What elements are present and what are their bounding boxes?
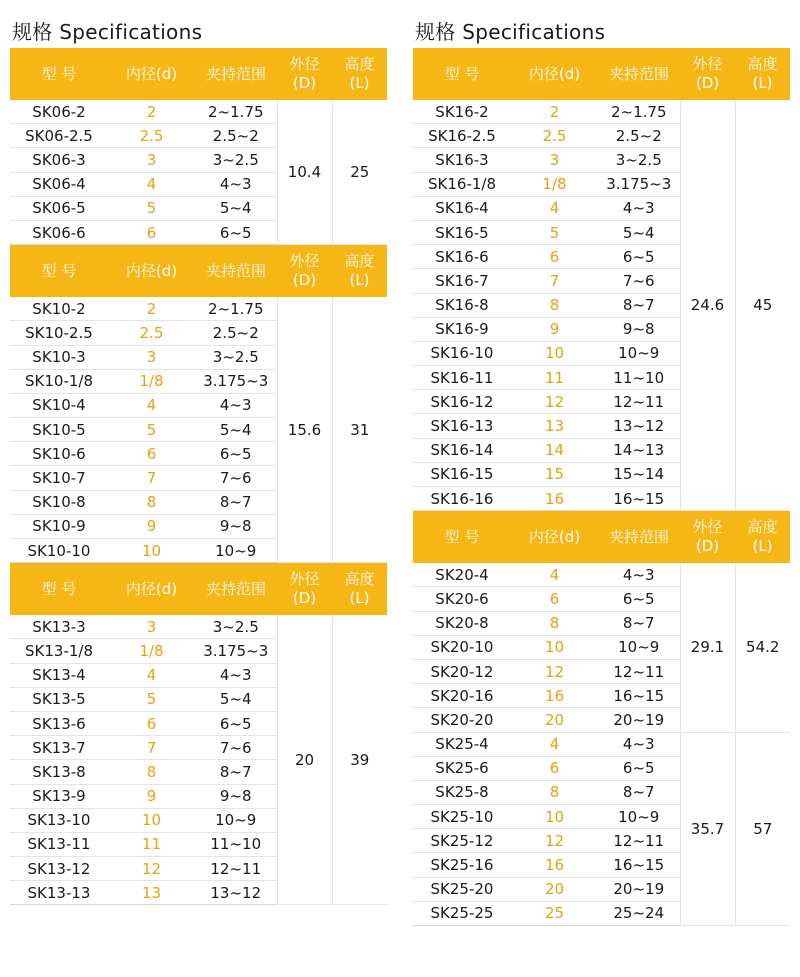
clamp-range-cell: 6~5 [195, 220, 277, 244]
model-cell: SK20-20 [413, 708, 511, 732]
clamp-range-cell: 13~12 [195, 881, 277, 905]
inner-diameter-cell: 12 [511, 659, 598, 683]
clamp-range-cell: 10~9 [598, 635, 680, 659]
model-cell: SK16-10 [413, 341, 511, 365]
header-row [10, 563, 387, 615]
clamp-range-cell: 20~19 [598, 708, 680, 732]
header-outer-label: 外径 [289, 570, 320, 589]
clamp-range-cell: 12~11 [195, 857, 277, 881]
model-cell: SK13-9 [10, 784, 108, 808]
clamp-range-cell: 10~9 [195, 539, 277, 563]
inner-diameter-cell: 9 [108, 514, 195, 538]
clamp-range-cell: 2~1.75 [195, 297, 277, 321]
inner-diameter-cell: 7 [511, 269, 598, 293]
model-cell: SK20-12 [413, 659, 511, 683]
inner-diameter-cell: 11 [108, 832, 195, 856]
inner-diameter-cell: 8 [511, 611, 598, 635]
header-outer-unit: (D) [292, 589, 317, 608]
inner-diameter-cell: 16 [511, 684, 598, 708]
inner-diameter-cell: 14 [511, 438, 598, 462]
header-model: 型 号 [413, 511, 511, 563]
clamp-range-cell: 16~15 [598, 853, 680, 877]
clamp-range-cell: 8~7 [598, 293, 680, 317]
header-outer-diameter [680, 48, 735, 100]
clamp-range-cell: 6~5 [195, 442, 277, 466]
model-cell: SK10-1/8 [10, 369, 108, 393]
clamp-range-cell: 2.5~2 [598, 124, 680, 148]
model-cell: SK20-4 [413, 563, 511, 587]
model-cell: SK20-8 [413, 611, 511, 635]
model-cell: SK06-5 [10, 196, 108, 220]
header-outer-unit: (D) [695, 74, 720, 92]
model-cell: SK10-3 [10, 345, 108, 369]
model-cell: SK16-13 [413, 414, 511, 438]
model-cell: SK06-2.5 [10, 124, 108, 148]
model-cell: SK13-3 [10, 615, 108, 639]
model-cell: SK16-15 [413, 462, 511, 486]
clamp-range-cell: 16~15 [598, 487, 680, 511]
clamp-range-cell: 3.175~3 [195, 639, 277, 663]
spec-table-sk06 [10, 48, 387, 245]
clamp-range-cell: 4~3 [598, 563, 680, 587]
model-cell: SK06-2 [10, 100, 108, 124]
clamp-range-cell: 3~2.5 [598, 148, 680, 172]
clamp-range-cell: 11~10 [598, 366, 680, 390]
clamp-range-cell: 5~4 [195, 687, 277, 711]
model-cell: SK13-7 [10, 736, 108, 760]
header-height-unit: (L) [349, 271, 370, 290]
spec-table-sk16 [413, 48, 790, 511]
inner-diameter-cell: 3 [108, 148, 195, 172]
header-outer-unit: (D) [695, 537, 720, 556]
header-height-label: 高度 [747, 55, 778, 73]
header-height-label: 高度 [344, 55, 375, 73]
inner-diameter-cell: 2 [108, 297, 195, 321]
inner-diameter-cell: 3 [511, 148, 598, 172]
inner-diameter-cell: 10 [511, 805, 598, 829]
clamp-range-cell: 5~4 [195, 196, 277, 220]
inner-diameter-cell: 9 [511, 317, 598, 341]
inner-diameter-cell: 5 [108, 687, 195, 711]
header-inner-diameter: 内径(d) [511, 511, 598, 563]
model-cell: SK13-1/8 [10, 639, 108, 663]
inner-diameter-cell: 13 [108, 881, 195, 905]
clamp-range-cell: 4~3 [598, 196, 680, 220]
header-outer-diameter [277, 563, 332, 615]
table-row [413, 100, 790, 124]
inner-diameter-cell: 2 [108, 100, 195, 124]
height-cell: 45 [735, 100, 790, 511]
clamp-range-cell: 8~7 [195, 760, 277, 784]
inner-diameter-cell: 3 [108, 345, 195, 369]
inner-diameter-cell: 6 [108, 711, 195, 735]
header-height-unit: (L) [752, 74, 773, 92]
inner-diameter-cell: 6 [511, 587, 598, 611]
inner-diameter-cell: 9 [108, 784, 195, 808]
model-cell: SK25-6 [413, 756, 511, 780]
inner-diameter-cell: 1/8 [108, 639, 195, 663]
model-cell: SK16-8 [413, 293, 511, 317]
inner-diameter-cell: 10 [511, 341, 598, 365]
model-cell: SK10-7 [10, 466, 108, 490]
header-row [10, 245, 387, 297]
inner-diameter-cell: 1/8 [511, 172, 598, 196]
header-height [735, 511, 790, 563]
header-outer-unit: (D) [292, 271, 317, 290]
header-row [10, 48, 387, 100]
spec-table-sk13 [10, 563, 387, 905]
height-cell: 25 [332, 100, 387, 245]
outer-diameter-cell: 29.1 [680, 563, 735, 732]
table-row [413, 563, 790, 587]
header-clamp-range: 夹持范围 [195, 245, 277, 297]
model-cell: SK16-9 [413, 317, 511, 341]
inner-diameter-cell: 12 [511, 829, 598, 853]
table-row [413, 732, 790, 756]
inner-diameter-cell: 16 [511, 853, 598, 877]
clamp-range-cell: 14~13 [598, 438, 680, 462]
inner-diameter-cell: 20 [511, 877, 598, 901]
clamp-range-cell: 3~2.5 [195, 615, 277, 639]
model-cell: SK20-6 [413, 587, 511, 611]
inner-diameter-cell: 10 [108, 808, 195, 832]
model-cell: SK13-11 [10, 832, 108, 856]
clamp-range-cell: 10~9 [598, 805, 680, 829]
inner-diameter-cell: 13 [511, 414, 598, 438]
header-inner-diameter: 内径(d) [108, 245, 195, 297]
inner-diameter-cell: 10 [511, 635, 598, 659]
model-cell: SK06-3 [10, 148, 108, 172]
model-cell: SK25-20 [413, 877, 511, 901]
model-cell: SK10-10 [10, 539, 108, 563]
inner-diameter-cell: 3 [108, 615, 195, 639]
header-height [332, 563, 387, 615]
table-row [10, 297, 387, 321]
inner-diameter-cell: 16 [511, 487, 598, 511]
model-cell: SK13-10 [10, 808, 108, 832]
clamp-range-cell: 5~4 [598, 220, 680, 244]
model-cell: SK13-12 [10, 857, 108, 881]
inner-diameter-cell: 8 [108, 490, 195, 514]
model-cell: SK10-9 [10, 514, 108, 538]
clamp-range-cell: 9~8 [195, 514, 277, 538]
clamp-range-cell: 6~5 [195, 711, 277, 735]
inner-diameter-cell: 4 [511, 732, 598, 756]
inner-diameter-cell: 4 [108, 663, 195, 687]
clamp-range-cell: 4~3 [598, 732, 680, 756]
header-model: 型 号 [10, 563, 108, 615]
inner-diameter-cell: 2.5 [108, 321, 195, 345]
clamp-range-cell: 4~3 [195, 393, 277, 417]
model-cell: SK13-4 [10, 663, 108, 687]
inner-diameter-cell: 4 [511, 563, 598, 587]
clamp-range-cell: 10~9 [598, 341, 680, 365]
inner-diameter-cell: 8 [108, 760, 195, 784]
model-cell: SK13-5 [10, 687, 108, 711]
inner-diameter-cell: 7 [108, 466, 195, 490]
header-model: 型 号 [10, 245, 108, 297]
inner-diameter-cell: 5 [108, 418, 195, 442]
model-cell: SK10-2.5 [10, 321, 108, 345]
spec-table-sk20-sk25 [413, 511, 790, 926]
inner-diameter-cell: 11 [511, 366, 598, 390]
header-height-label: 高度 [344, 570, 375, 589]
inner-diameter-cell: 4 [108, 172, 195, 196]
inner-diameter-cell: 12 [511, 390, 598, 414]
inner-diameter-cell: 7 [108, 736, 195, 760]
clamp-range-cell: 13~12 [598, 414, 680, 438]
inner-diameter-cell: 6 [108, 442, 195, 466]
model-cell: SK20-16 [413, 684, 511, 708]
inner-diameter-cell: 2.5 [108, 124, 195, 148]
table-row [10, 100, 387, 124]
inner-diameter-cell: 25 [511, 901, 598, 925]
model-cell: SK25-10 [413, 805, 511, 829]
inner-diameter-cell: 8 [511, 293, 598, 317]
header-height-label: 高度 [747, 518, 778, 537]
inner-diameter-cell: 5 [108, 196, 195, 220]
header-outer-label: 外径 [692, 518, 723, 537]
inner-diameter-cell: 4 [108, 393, 195, 417]
model-cell: SK10-5 [10, 418, 108, 442]
spec-title-left: 规格 Specifications [12, 20, 203, 44]
outer-diameter-cell: 10.4 [277, 100, 332, 245]
inner-diameter-cell: 5 [511, 220, 598, 244]
model-cell: SK13-8 [10, 760, 108, 784]
model-cell: SK13-6 [10, 711, 108, 735]
clamp-range-cell: 4~3 [195, 172, 277, 196]
header-inner-diameter: 内径(d) [108, 563, 195, 615]
inner-diameter-cell: 8 [511, 780, 598, 804]
outer-diameter-cell: 24.6 [680, 100, 735, 511]
clamp-range-cell: 2.5~2 [195, 321, 277, 345]
header-model: 型 号 [413, 48, 511, 100]
clamp-range-cell: 25~24 [598, 901, 680, 925]
clamp-range-cell: 12~11 [598, 829, 680, 853]
clamp-range-cell: 2~1.75 [195, 100, 277, 124]
clamp-range-cell: 9~8 [195, 784, 277, 808]
model-cell: SK25-25 [413, 901, 511, 925]
inner-diameter-cell: 12 [108, 857, 195, 881]
model-cell: SK06-4 [10, 172, 108, 196]
clamp-range-cell: 12~11 [598, 659, 680, 683]
header-height-label: 高度 [344, 252, 375, 271]
model-cell: SK16-14 [413, 438, 511, 462]
model-cell: SK16-4 [413, 196, 511, 220]
inner-diameter-cell: 10 [108, 539, 195, 563]
clamp-range-cell: 6~5 [598, 587, 680, 611]
header-outer-label: 外径 [289, 252, 320, 271]
clamp-range-cell: 2.5~2 [195, 124, 277, 148]
model-cell: SK16-2.5 [413, 124, 511, 148]
header-clamp-range: 夹持范围 [195, 48, 277, 100]
model-cell: SK16-6 [413, 245, 511, 269]
header-height [332, 245, 387, 297]
header-height-unit: (L) [349, 74, 370, 92]
spec-title-right: 规格 Specifications [415, 20, 606, 44]
outer-diameter-cell: 20 [277, 615, 332, 905]
height-cell: 54.2 [735, 563, 790, 732]
clamp-range-cell: 3~2.5 [195, 345, 277, 369]
model-cell: SK06-6 [10, 220, 108, 244]
header-outer-diameter [680, 511, 735, 563]
header-model: 型 号 [10, 48, 108, 100]
clamp-range-cell: 15~14 [598, 462, 680, 486]
header-row [413, 511, 790, 563]
model-cell: SK10-4 [10, 393, 108, 417]
model-cell: SK10-2 [10, 297, 108, 321]
header-height [332, 48, 387, 100]
header-outer-unit: (D) [292, 74, 317, 92]
height-cell: 31 [332, 297, 387, 563]
header-inner-diameter: 内径(d) [511, 48, 598, 100]
header-clamp-range: 夹持范围 [598, 511, 680, 563]
model-cell: SK13-13 [10, 881, 108, 905]
inner-diameter-cell: 20 [511, 708, 598, 732]
inner-diameter-cell: 6 [511, 756, 598, 780]
model-cell: SK16-11 [413, 366, 511, 390]
header-outer-diameter [277, 245, 332, 297]
clamp-range-cell: 3~2.5 [195, 148, 277, 172]
clamp-range-cell: 3.175~3 [195, 369, 277, 393]
outer-diameter-cell: 35.7 [680, 732, 735, 926]
model-cell: SK25-8 [413, 780, 511, 804]
model-cell: SK16-3 [413, 148, 511, 172]
model-cell: SK20-10 [413, 635, 511, 659]
clamp-range-cell: 9~8 [598, 317, 680, 341]
header-height-unit: (L) [752, 537, 773, 556]
model-cell: SK25-4 [413, 732, 511, 756]
height-cell: 39 [332, 615, 387, 905]
outer-diameter-cell: 15.6 [277, 297, 332, 563]
inner-diameter-cell: 1/8 [108, 369, 195, 393]
inner-diameter-cell: 2 [511, 100, 598, 124]
header-outer-label: 外径 [289, 55, 320, 73]
clamp-range-cell: 12~11 [598, 390, 680, 414]
header-inner-diameter: 内径(d) [108, 48, 195, 100]
clamp-range-cell: 11~10 [195, 832, 277, 856]
clamp-range-cell: 2~1.75 [598, 100, 680, 124]
inner-diameter-cell: 15 [511, 462, 598, 486]
table-row [10, 615, 387, 639]
model-cell: SK25-12 [413, 829, 511, 853]
clamp-range-cell: 6~5 [598, 245, 680, 269]
header-height-unit: (L) [349, 589, 370, 608]
clamp-range-cell: 7~6 [598, 269, 680, 293]
clamp-range-cell: 8~7 [598, 780, 680, 804]
header-row [413, 48, 790, 100]
height-cell: 57 [735, 732, 790, 926]
header-outer-diameter [277, 48, 332, 100]
clamp-range-cell: 5~4 [195, 418, 277, 442]
header-height [735, 48, 790, 100]
model-cell: SK10-8 [10, 490, 108, 514]
clamp-range-cell: 16~15 [598, 684, 680, 708]
clamp-range-cell: 8~7 [195, 490, 277, 514]
model-cell: SK10-6 [10, 442, 108, 466]
header-outer-label: 外径 [692, 55, 723, 73]
model-cell: SK16-12 [413, 390, 511, 414]
clamp-range-cell: 20~19 [598, 877, 680, 901]
clamp-range-cell: 7~6 [195, 736, 277, 760]
clamp-range-cell: 10~9 [195, 808, 277, 832]
left-column [10, 0, 387, 905]
model-cell: SK16-5 [413, 220, 511, 244]
header-clamp-range: 夹持范围 [195, 563, 277, 615]
model-cell: SK16-1/8 [413, 172, 511, 196]
clamp-range-cell: 8~7 [598, 611, 680, 635]
spec-table-sk10 [10, 245, 387, 563]
clamp-range-cell: 6~5 [598, 756, 680, 780]
right-column [413, 0, 790, 926]
clamp-range-cell: 7~6 [195, 466, 277, 490]
header-clamp-range: 夹持范围 [598, 48, 680, 100]
inner-diameter-cell: 6 [511, 245, 598, 269]
model-cell: SK16-7 [413, 269, 511, 293]
inner-diameter-cell: 2.5 [511, 124, 598, 148]
inner-diameter-cell: 6 [108, 220, 195, 244]
model-cell: SK16-16 [413, 487, 511, 511]
clamp-range-cell: 3.175~3 [598, 172, 680, 196]
model-cell: SK16-2 [413, 100, 511, 124]
inner-diameter-cell: 4 [511, 196, 598, 220]
model-cell: SK25-16 [413, 853, 511, 877]
clamp-range-cell: 4~3 [195, 663, 277, 687]
